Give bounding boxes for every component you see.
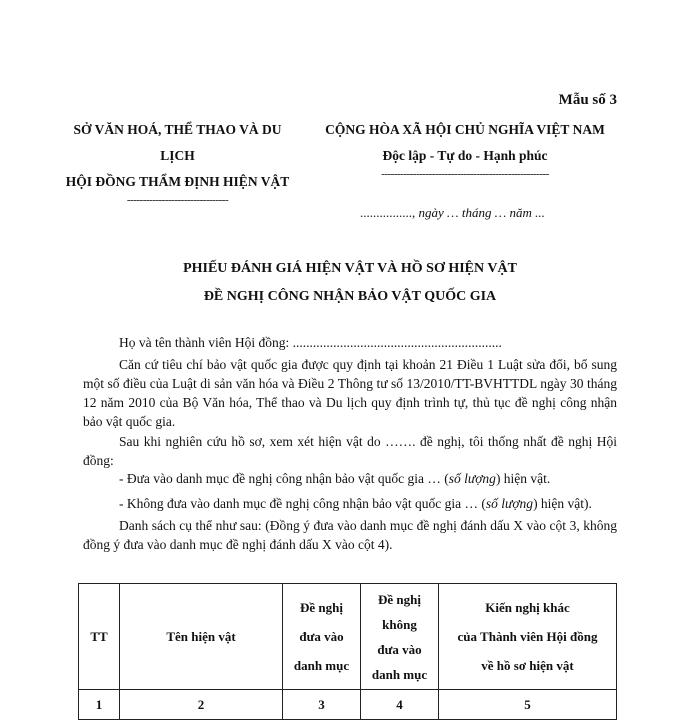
header-propose-line: đưa vào bbox=[299, 629, 344, 644]
header-other-line: Kiến nghị khác bbox=[485, 600, 570, 615]
table-header-row bbox=[79, 584, 617, 690]
header-not-propose-line: không bbox=[382, 616, 417, 632]
title-line-2: ĐỀ NGHỊ CÔNG NHẬN BẢO VẬT QUỐC GIA bbox=[203, 289, 497, 304]
motto-rule: ----------------------------------------------------- bbox=[381, 169, 549, 179]
header-not-propose-line: Đề nghị bbox=[378, 591, 421, 607]
header-artifact-name: Tên hiện vật bbox=[120, 584, 283, 690]
evaluation-table bbox=[78, 583, 617, 720]
header-not-propose-line: đưa vào bbox=[377, 641, 422, 657]
bullet-include-text: - Đưa vào danh mục đề nghị công nhận bảo vật quốc gia … ( bbox=[119, 471, 449, 486]
header-not-propose bbox=[361, 584, 439, 690]
place-placeholder: ................, bbox=[360, 205, 416, 220]
bullet-exclude bbox=[83, 494, 617, 513]
column-number: 1 bbox=[79, 690, 120, 720]
form-number: Mẫu số 3 bbox=[558, 92, 617, 108]
issuing-authority bbox=[55, 117, 300, 205]
authority-rule: -------------------------------- bbox=[126, 195, 229, 205]
country-name: CỘNG HÒA XÃ HỘI CHỦ NGHĨA VIỆT NAM bbox=[325, 122, 605, 137]
column-number: 2 bbox=[120, 690, 283, 720]
member-name-line: Họ và tên thành viên Hội đồng: .............................................................. bbox=[119, 335, 502, 350]
header-not-propose-line: danh mục bbox=[371, 666, 428, 682]
header-propose bbox=[283, 584, 361, 690]
column-number: 3 bbox=[283, 690, 361, 720]
bullet-include bbox=[83, 469, 617, 488]
proposal-paragraph: Sau khi nghiên cứu hồ sơ, xem xét hiện vật do ……. đề nghị, tôi thống nhất đề nghị Hội đồng: bbox=[83, 434, 617, 468]
document-title bbox=[60, 255, 640, 311]
bullet-exclude-quantity: số lượng bbox=[485, 496, 534, 511]
bullet-include-end: ) hiện vật. bbox=[495, 471, 551, 486]
column-number: 4 bbox=[361, 690, 439, 720]
bullet-exclude-text: - Không đưa vào danh mục đề nghị công nhận bảo vật quốc gia … ( bbox=[119, 496, 486, 511]
date-placeholder: ngày … tháng … năm ... bbox=[418, 205, 545, 220]
national-heading bbox=[325, 117, 605, 179]
header-propose-line: danh mục bbox=[293, 658, 350, 673]
list-intro-paragraph: Danh sách cụ thể như sau: (Đồng ý đưa vào danh mục đề nghị đánh dấu X vào cột 3, không đồng ý đưa vào danh mục đề nghị đánh dấu X vào cột 4). bbox=[83, 518, 617, 552]
header-other-line: của Thành viên Hội đồng bbox=[457, 629, 598, 644]
national-motto: Độc lập - Tự do - Hạnh phúc bbox=[382, 148, 548, 163]
title-line-1: PHIẾU ĐÁNH GIÁ HIỆN VẬT VÀ HỒ SƠ HIỆN VẬT bbox=[183, 261, 517, 276]
column-number: 5 bbox=[439, 690, 617, 720]
place-date-line bbox=[360, 205, 545, 221]
legal-basis-paragraph: Căn cứ tiêu chí bảo vật quốc gia được quy định tại khoản 21 Điều 1 Luật sửa đổi, bổ sung một số điều của Luật di sản văn hóa và Điều 2 Thông tư số 13/2010/TT-BVHTTDL ngày 30 tháng 12 năm 2010 của Bộ Văn hóa, Thể thao và Du lịch quy định trình tự, thủ tục đề nghị công nhận bảo vật quốc gia. bbox=[83, 357, 617, 429]
header-other-recommendations bbox=[439, 584, 617, 690]
header-propose-line: Đề nghị bbox=[300, 600, 343, 615]
table-number-row bbox=[79, 690, 617, 720]
authority-council: HỘI ĐỒNG THẨM ĐỊNH HIỆN VẬT bbox=[65, 174, 290, 189]
bullet-exclude-end: ) hiện vật). bbox=[533, 496, 592, 511]
bullet-include-quantity: số lượng bbox=[448, 471, 496, 486]
header-other-line: về hồ sơ hiện vật bbox=[481, 658, 574, 673]
authority-department: SỞ VĂN HOÁ, THỂ THAO VÀ DU LỊCH bbox=[73, 122, 282, 163]
header-tt: TT bbox=[79, 584, 120, 690]
